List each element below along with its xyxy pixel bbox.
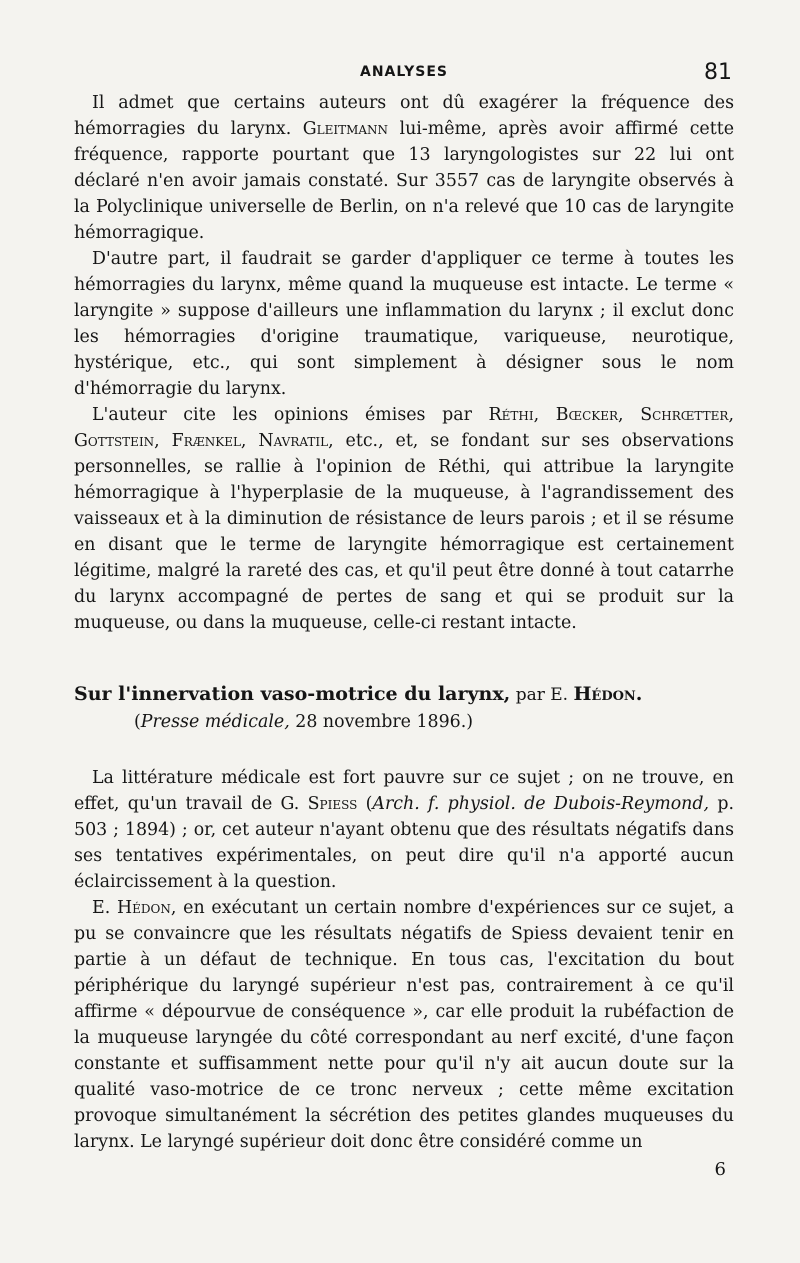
paragraph-1 [74,90,734,246]
paragraph-5 [74,895,734,1155]
title-author: Hédon. [573,683,643,705]
title-text: Sur l'innervation vaso-motrice du larynx, [74,683,511,705]
text-run: , etc., et, se fondant sur ses observations personnelles, se rallie à l'opinion de Réthi, qui attribue la laryngite hémorragique à l'hyperplasie de la muqueuse, à l'agrandissement des vaisseaux et à la diminution de résistance de leurs parois ; et il se résume en disant que le terme de laryngite hémorragique est certainement légitime, malgré la rareté des cas, et qu'il peut être donné à tout catarrhe du larynx accompagné de pertes de sang et qui se produit sur la muqueuse, ou dans la muqueuse, celle-ci restant intacte. [74,431,734,633]
source-journal: Presse médicale, [140,712,290,732]
text-run: lui-même, après avoir affirmé cette fréquence, rapporte pourtant que 13 laryngologistes sur 22 lui ont déclaré n'en avoir jamais constaté. Sur 3557 cas de laryngite observés à la Polyclinique universelle de Berlin, on n'a relevé que 10 cas de laryngite hémorragique. [74,119,734,243]
source-date: 28 novembre 1896. [289,712,467,732]
paragraph-2: D'autre part, il faudrait se garder d'appliquer ce terme à toutes les hémorragies du larynx, même quand la muqueuse est intacte. Le terme « laryngite » suppose d'ailleurs une inflammation du larynx ; il exclut donc les hémorragies d'origine traumatique, variqueuse, neurotique, hystérique, etc., qui sont simplement à désigner sous le nom d'hémorragie du larynx. [74,249,734,399]
article-title [74,680,734,709]
paragraph-4 [74,765,734,895]
title-by: par E. [510,685,574,705]
page [74,58,734,1258]
journal-ref: Arch. f. physiol. de Dubois-Reymond, [372,794,710,814]
author-name: Spiess [307,794,358,814]
text-run: , en exécutant un certain nombre d'expériences sur ce sujet, a pu se convaincre que les résultats négatifs de Spiess devaient tenir en partie à un défaut de technique. En tous cas, l'excitation du bout périphérique du laryngé supérieur n'est pas, contrairement à ce qu'il affirme « dépourvue de conséquence », car elle produit la rubéfaction de la muqueuse laryngée du côté correspondant au nerf excité, d'une façon constante et suffisamment nette pour qu'il n'y ait aucun doute sur la qualité vaso-motrice de ce tronc nerveux ; cette même excitation provoque simultanément la sécrétion des petites glandes muqueuses du larynx. Le laryngé supérieur doit donc être considéré comme un [74,898,734,1152]
page-number: 81 [704,60,732,85]
signature-mark: 6 [714,1159,726,1180]
text-run: La littérature médicale est fort pauvre sur ce sujet ; on ne trouve, en effet, qu'un travail de G. [74,768,734,814]
text-run: Il admet que certains auteurs ont dû exagérer la fréquence des hémorragies du larynx. [74,93,734,139]
paragraph-3 [74,402,734,636]
running-title: ANALYSES [360,64,448,80]
article-source: (Presse médicale, 28 novembre 1896.) [134,712,474,732]
text-run: p. 503 ; 1894) ; or, cet auteur n'ayant obtenu que des résultats négatifs dans ses tentatives expérimentales, on peut dire qu'il n'a apporté aucun éclaircissement à la question. [74,794,734,892]
article-header [74,680,734,735]
text-run: E. [92,898,117,918]
author-name: Hédon [116,898,171,918]
author-names: Réthi, Bœcker, Schrœtter, Gottstein, Frænkel, Navratil [74,405,734,451]
text-run: L'auteur cite les opinions émises par [92,405,489,425]
text-run: ( [357,794,373,814]
author-name: Gleitmann [302,119,389,139]
running-head [74,58,734,90]
article-body [74,765,734,1155]
